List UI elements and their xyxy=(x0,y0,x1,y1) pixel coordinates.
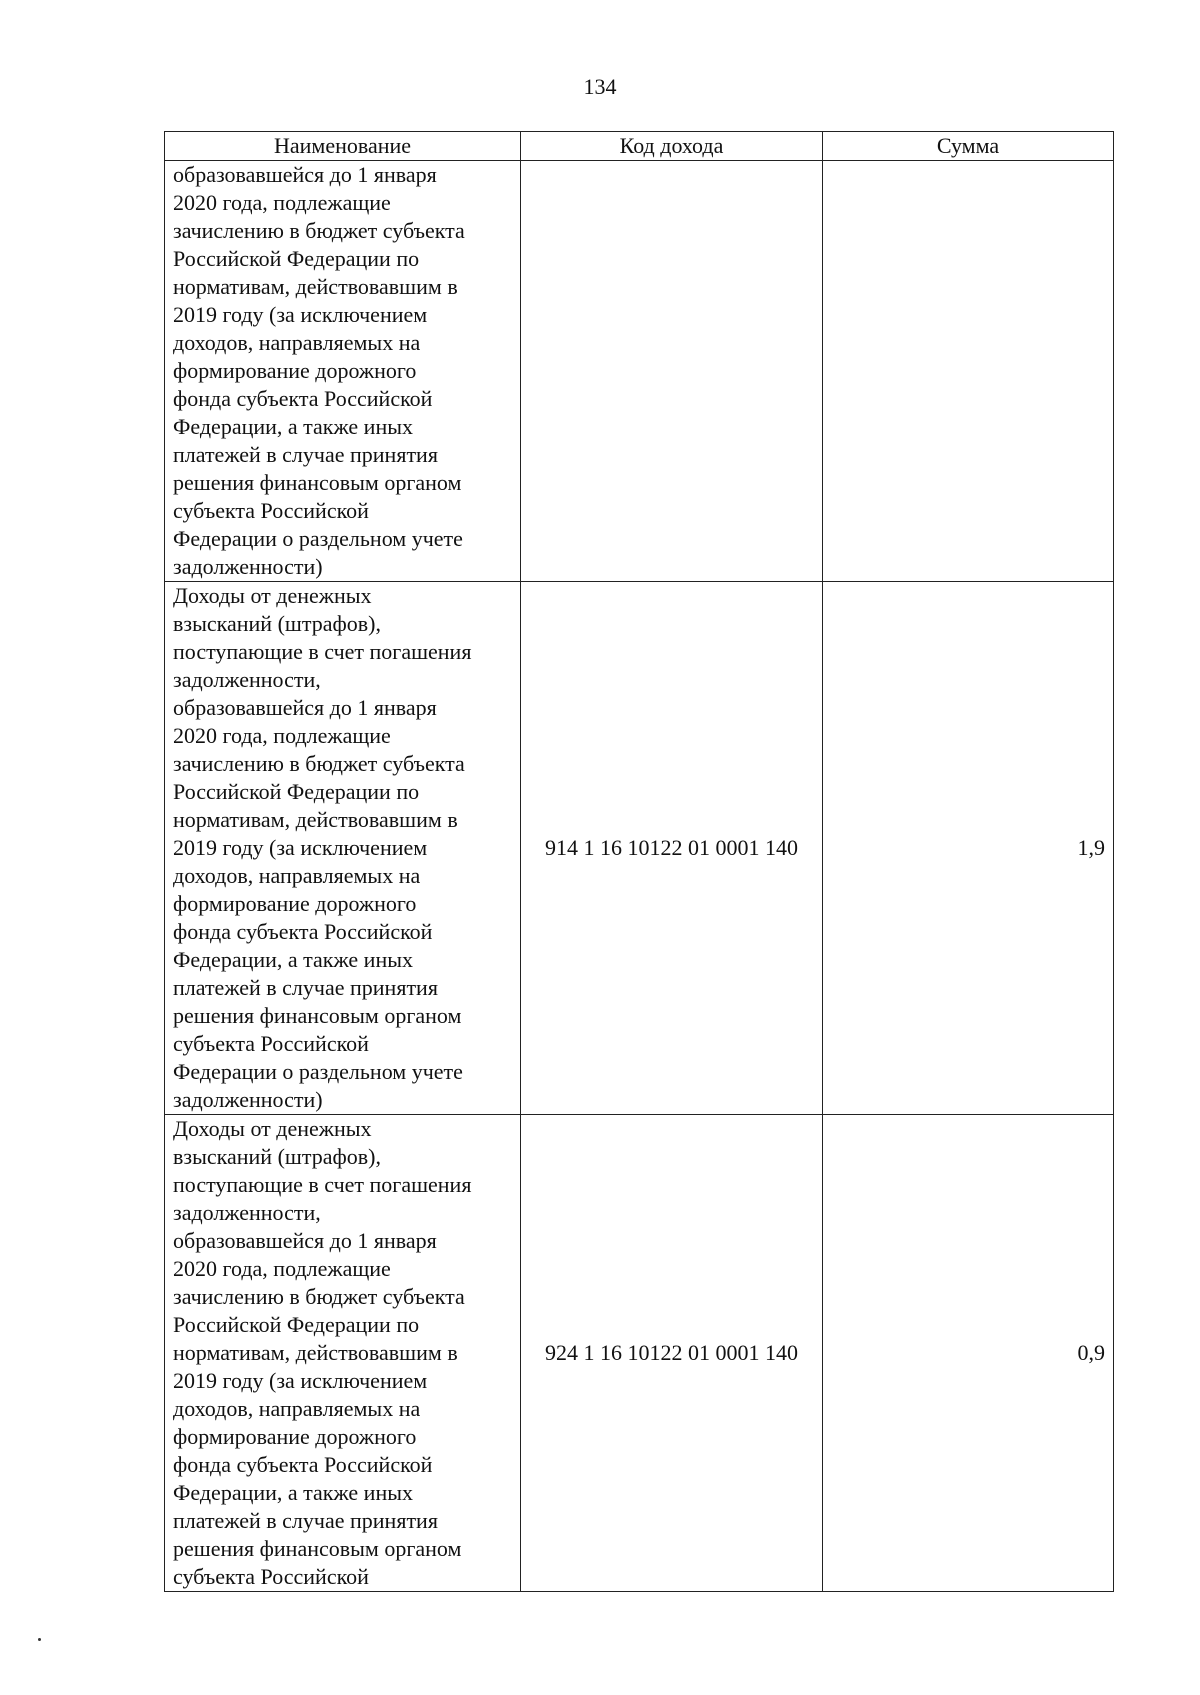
table-row xyxy=(165,161,1114,582)
row-name-cell: образовавшейся до 1 января 2020 года, подлежащие зачислению в бюджет субъекта Российской Федерации по нормативам, действовавшим в 2019 году (за исключением доходов, направляемых на формирование дорожного фонда субъекта Российской Федерации, а также иных платежей в случае принятия решения финансовым органом субъекта Российской Федерации о раздельном учете задолженности) xyxy=(165,161,521,582)
scan-speck xyxy=(38,1638,41,1641)
row-code-cell xyxy=(521,161,823,582)
row-name-cell: Доходы от денежных взысканий (штрафов), поступающие в счет погашения задолженности, образовавшейся до 1 января 2020 года, подлежащие зачислению в бюджет субъекта Российской Федерации по нормативам, действовавшим в 2019 году (за исключением доходов, направляемых на формирование дорожного фонда субъекта Российской Федерации, а также иных платежей в случае принятия решения финансовым органом субъекта Российской Федерации о раздельном учете задолженности) xyxy=(165,582,521,1115)
revenue-table xyxy=(164,131,1114,1592)
table-row xyxy=(165,582,1114,1115)
table-header-row xyxy=(165,132,1114,161)
row-code-cell: 924 1 16 10122 01 0001 140 xyxy=(521,1115,823,1592)
row-sum-cell: 0,9 xyxy=(823,1115,1114,1592)
header-code: Код дохода xyxy=(521,132,823,161)
row-sum-cell xyxy=(823,161,1114,582)
table-row xyxy=(165,1115,1114,1592)
row-sum-cell: 1,9 xyxy=(823,582,1114,1115)
row-code-cell: 914 1 16 10122 01 0001 140 xyxy=(521,582,823,1115)
header-sum: Сумма xyxy=(823,132,1114,161)
row-name-cell: Доходы от денежных взысканий (штрафов), поступающие в счет погашения задолженности, образовавшейся до 1 января 2020 года, подлежащие зачислению в бюджет субъекта Российской Федерации по нормативам, действовавшим в 2019 году (за исключением доходов, направляемых на формирование дорожного фонда субъекта Российской Федерации, а также иных платежей в случае принятия решения финансовым органом субъекта Российской xyxy=(165,1115,521,1592)
page-number: 134 xyxy=(583,74,617,99)
header-name: Наименование xyxy=(165,132,521,161)
